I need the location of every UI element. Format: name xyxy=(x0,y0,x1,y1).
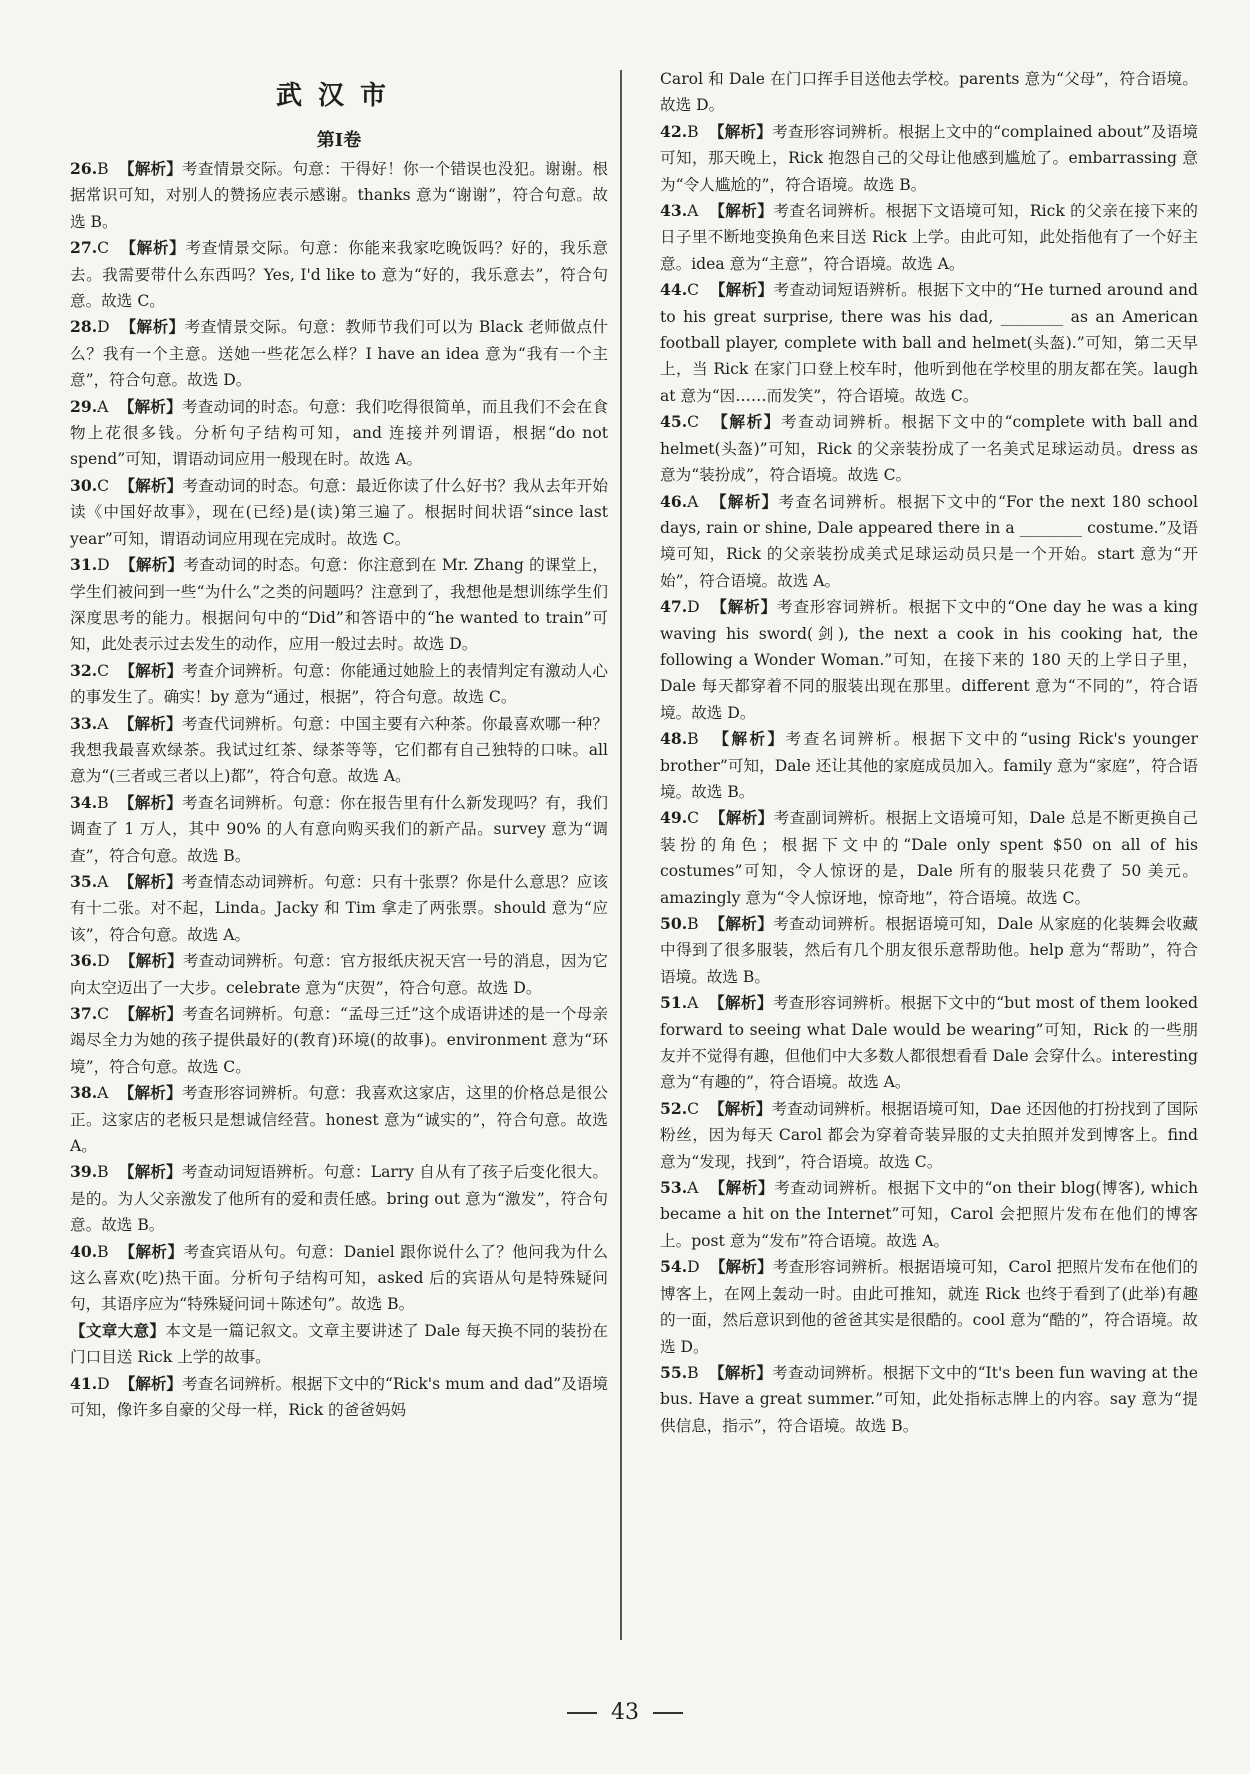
analysis-tag: 【解析】 xyxy=(118,1083,182,1103)
answer-entry xyxy=(70,156,608,235)
answer-letter: B xyxy=(687,122,699,141)
analysis-text: 考查动词辨析。根据下文中的“on their blog(博客), which became a hit on the Internet”可知，Carol 会把照片发布在他们的博客上。post 意为“发布”符合语境。故选 A。 xyxy=(660,1179,1198,1250)
answer-letter: D xyxy=(97,952,110,971)
analysis-text: 考查形容词辨析。根据下文中的“but most of them looked forward to seeing what Dale would be wearing”可知，Rick 的一些朋友并不觉得有趣，但他们中大多数人都很想看看 Dale 会穿什么。interesting 意为“有趣的”，符合语境。故选 A。 xyxy=(660,994,1198,1092)
question-number: 51. xyxy=(660,993,688,1013)
question-number: 52. xyxy=(660,1098,688,1118)
question-number: 37. xyxy=(70,1004,98,1023)
question-number: 38. xyxy=(70,1083,98,1103)
answer-letter: A xyxy=(687,492,699,511)
question-number: 43. xyxy=(660,201,688,221)
answer-entry xyxy=(660,805,1198,911)
analysis-text: 考查动词的时态。句意：我们吃得很简单，而且我们不会在食物上花很多钱。分析句子结构可知，and 连接并列谓语，根据“do not spend”可知，谓语动词应用一般现在时。故选 A。 xyxy=(70,397,608,469)
question-number: 30. xyxy=(70,475,98,495)
question-number: 31. xyxy=(70,555,98,575)
left-entry-list xyxy=(70,156,608,1318)
question-number: 35. xyxy=(70,871,98,891)
question-number: 45. xyxy=(660,412,688,432)
answer-letter: B xyxy=(687,730,699,749)
question-number: 50. xyxy=(660,914,688,933)
analysis-tag: 【解析】 xyxy=(709,1178,775,1198)
question-number: 53. xyxy=(660,1178,688,1198)
answer-letter: A xyxy=(97,397,109,416)
answer-letter: C xyxy=(687,413,700,432)
page-number-dash xyxy=(653,1712,683,1714)
analysis-text: 考查情景交际。句意：教师节我们可以为 Black 老师做点什么？我有一个主意。送她一些花怎么样？I have an idea 意为“我有一个主意”，符合句意。故选 D。 xyxy=(70,318,608,390)
answer-entry xyxy=(660,990,1198,1096)
analysis-tag: 【解析】 xyxy=(708,121,773,141)
analysis-text: 考查动词的时态。句意：你注意到在 Mr. Zhang 的课堂上，学生们被问到一些“为什么”之类的问题吗？注意到了，我想他是想训练学生们深度思考的能力。根据问句中的“Did”和答语中的“he wanted to train”可知，此处表示过去发生的动作，应用一般过去时。故选 D。 xyxy=(70,556,608,654)
analysis-text: 考查动词辨析。根据语境可知，Dae 还因他的打扮找到了国际粉丝，因为每天 Carol 都会为穿着奇装异服的丈夫拍照并发到博客上。find 意为“发现，找到”，符合语境。故选 C。 xyxy=(660,1099,1198,1171)
analysis-text: 考查介词辨析。句意：你能通过她脸上的表情判定有激动人心的事发生了。确实！by 意为“通过，根据”，符合句意。故选 C。 xyxy=(70,661,608,707)
answer-letter: C xyxy=(687,809,700,828)
right-entry-list xyxy=(660,119,1198,1439)
analysis-tag: 【解析】 xyxy=(120,555,184,575)
answer-entry xyxy=(70,790,608,869)
right-column xyxy=(660,66,1198,1439)
question-number: 44. xyxy=(660,280,688,300)
question-number: 39. xyxy=(70,1162,98,1182)
answer-entry xyxy=(70,658,608,711)
answer-entry xyxy=(70,711,608,790)
column-divider xyxy=(620,70,622,1640)
analysis-tag: 【解析】 xyxy=(118,713,182,733)
city-heading: 武汉市 xyxy=(275,81,402,111)
analysis-tag: 【解析】 xyxy=(710,491,779,511)
analysis-text: 考查动词的时态。句意：最近你读了什么好书？我从去年开始读《中国好故事》，现在(已经)是(读)第三遍了。根据时间状语“since last year”可知，谓语动词应用现在完成时。故选 C。 xyxy=(70,476,608,548)
analysis-tag: 【解析】 xyxy=(709,993,773,1013)
analysis-tag: 【解析】 xyxy=(119,1373,183,1393)
analysis-tag: 【解析】 xyxy=(118,1162,182,1182)
answer-letter: B xyxy=(97,160,109,178)
page-number-text: 43 xyxy=(611,1700,639,1725)
answer-letter: C xyxy=(97,1005,110,1023)
answer-letter: B xyxy=(687,1363,699,1382)
analysis-tag: 【解析】 xyxy=(118,871,182,891)
answer-letter: D xyxy=(97,1374,110,1393)
answer-entry xyxy=(660,1096,1198,1175)
answer-entry xyxy=(660,119,1198,198)
analysis-text: 考查名词辨析。根据下文语境可知，Rick 的父亲在接下来的日子里不断地变换角色来目送 Rick 上学。由此可知，此处指他有了一个好主意。idea 意为“主意”，符合语境。故选 A。 xyxy=(660,202,1198,273)
analysis-tag: 【解析】 xyxy=(119,1241,184,1261)
answer-letter: C xyxy=(97,239,110,258)
analysis-tag: 【解析】 xyxy=(709,280,774,300)
answer-letter: A xyxy=(97,872,109,891)
answer-letter: B xyxy=(687,915,699,933)
analysis-tag: 【解析】 xyxy=(120,238,186,258)
answer-entry xyxy=(70,948,608,1001)
answer-entry xyxy=(660,409,1198,488)
question-number: 32. xyxy=(70,660,98,680)
question-number: 41. xyxy=(70,1373,98,1393)
analysis-text: 考查动词辨析。根据下文中的“complete with ball and helmet(头盔)”可知，Rick 的父亲装扮成了一名美式足球运动员。dress as 意为“装扮成”，符合语境。故选 C。 xyxy=(660,413,1198,485)
summary-entry xyxy=(70,1318,608,1371)
answer-entry xyxy=(70,314,608,393)
answer-entry xyxy=(70,869,608,948)
question-number: 34. xyxy=(70,792,98,812)
answer-letter: D xyxy=(97,556,110,575)
question-number: 48. xyxy=(660,729,688,749)
answer-entry xyxy=(70,1239,608,1318)
question-number: 49. xyxy=(660,808,688,828)
answer-entry xyxy=(660,1175,1198,1254)
question-number: 55. xyxy=(660,1362,688,1382)
answer-entry xyxy=(660,489,1198,595)
analysis-text: 考查形容词辨析。根据上文中的“complained about”及语境可知，那天晚上，Rick 抱怨自己的父母让他感到尴尬了。embarrassing 意为“令人尴尬的”，符合语境。故选 B。 xyxy=(660,122,1198,194)
analysis-text: 考查动词辨析。根据下文中的“It's been fun waving at the bus. Have a great summer.”可知，此处指标志牌上的内容。say 意为“提供信息，指示”，符合语境。故选 B。 xyxy=(660,1363,1198,1435)
answer-entry xyxy=(70,1001,608,1080)
question-number: 33. xyxy=(70,713,98,733)
answer-entry xyxy=(660,1254,1198,1360)
question-number: 54. xyxy=(660,1257,688,1277)
analysis-tag: 【解析】 xyxy=(118,159,183,178)
answer-entry xyxy=(660,726,1198,805)
summary-text: 本文是一篇记叙文。文章主要讲述了 Dale 每天换不同的装扮在门口目送 Rick 上学的故事。 xyxy=(70,1321,608,1367)
analysis-text: 考查代词辨析。句意：中国主要有六种茶。你最喜欢哪一种？我想我最喜欢绿茶。我试过红茶、绿茶等等，它们都有自己独特的口味。all 意为“(三者或三者以上)都”，符合句意。故选 A。 xyxy=(70,714,608,786)
answer-entry xyxy=(70,1159,608,1238)
answer-entry xyxy=(70,552,608,658)
analysis-text: 考查名词辨析。句意：你在报告里有什么新发现吗？有，我们调查了 1 万人，其中 90% 的人有意向购买我们的新产品。survey 意为“调查”，符合句意。故选 B。 xyxy=(70,793,608,865)
volume-heading: 第Ⅰ卷 xyxy=(316,130,362,151)
analysis-text: 考查动词辨析。根据语境可知，Dale 从家庭的化装舞会收藏中得到了很多服装，然后有几个朋友很乐意帮助他。help 意为“帮助”，符合语境。故选 B。 xyxy=(660,915,1198,986)
analysis-text: 考查形容词辨析。句意：我喜欢这家店，这里的价格总是很公正。这家店的老板只是想诚信经营。honest 意为“诚实的”，符合句意。故选 A。 xyxy=(70,1084,608,1156)
answer-entry xyxy=(660,594,1198,726)
question-number: 42. xyxy=(660,121,688,141)
answer-letter: C xyxy=(687,1099,700,1118)
answer-entry xyxy=(70,235,608,314)
analysis-text: 考查情景交际。句意：干得好！你一个错误也没犯。谢谢。根据常识可知，对别人的赞扬应表示感谢。thanks 意为“谢谢”，符合句意。故选 B。 xyxy=(70,160,608,231)
analysis-tag: 【解析】 xyxy=(709,808,774,828)
answer-entry xyxy=(660,1360,1198,1439)
analysis-tag: 【解析】 xyxy=(711,597,778,617)
analysis-tag: 【解析】 xyxy=(709,1098,772,1118)
answer-letter: B xyxy=(97,1163,109,1182)
analysis-text: 考查情景交际。句意：你能来我家吃晚饭吗？好的，我乐意去。我需要带什么东西吗？Yes, I'd like to 意为“好的，我乐意去”，符合句意。故选 C。 xyxy=(70,239,608,311)
page-number-dash xyxy=(567,1712,597,1714)
answer-entry xyxy=(660,911,1198,990)
analysis-tag: 【解析】 xyxy=(709,914,774,933)
analysis-tag: 【解析】 xyxy=(120,317,185,337)
analysis-tag: 【解析】 xyxy=(119,475,183,495)
question-number: 46. xyxy=(660,491,688,511)
answer-entry xyxy=(70,1371,608,1424)
analysis-tag: 【解析】 xyxy=(119,660,183,680)
answer-letter: D xyxy=(687,1258,700,1277)
analysis-tag: 【解析】 xyxy=(712,412,781,432)
answer-entry xyxy=(70,394,608,473)
analysis-text: 考查情态动词辨析。句意：只有十张票？你是什么意思？应该有十二张。对不起，Linda。Jacky 和 Tim 拿走了两张票。should 意为“应该”，符合句意。故选 A。 xyxy=(70,872,608,944)
analysis-text: 考查动词短语辨析。根据下文中的“He turned around and to his great surprise, there was his dad, ________ as an American football player, complete with ball and helmet(头盔).”可知，第二天早上，当 Rick 在家门口登上校车时，他听到他在学校里的朋友都在笑。laugh at 意为“因……而发笑”，符合语境。故选 C。 xyxy=(660,281,1198,405)
analysis-text: 考查名词辨析。句意：“孟母三迁”这个成语讲述的是一个母亲竭尽全力为她的孩子提供最好的(教育)环境(的故事)。environment 意为“环境”，符合句意。故选 C。 xyxy=(70,1005,608,1076)
answer-letter: D xyxy=(97,318,110,337)
analysis-tag: 【解析】 xyxy=(709,201,774,221)
answer-letter: C xyxy=(97,476,110,495)
analysis-text: 考查动词短语辨析。句意：Larry 自从有了孩子后变化很大。是的。为人父亲激发了他所有的爱和责任感。bring out 意为“激发”，符合句意。故选 B。 xyxy=(70,1163,608,1235)
question-number: 26. xyxy=(70,159,98,178)
answer-letter: A xyxy=(97,714,109,733)
answer-letter: C xyxy=(97,661,110,680)
question-number: 40. xyxy=(70,1241,98,1261)
question-number: 47. xyxy=(660,597,688,617)
answer-letter: A xyxy=(687,202,699,221)
continuation-text: Carol 和 Dale 在门口挥手目送他去学校。parents 意为“父母”，符合语境。故选 D。 xyxy=(660,70,1198,115)
analysis-text: 考查宾语从句。句意：Daniel 跟你说什么了？他问我为什么这么喜欢(吃)热干面。分析句子结构可知，asked 后的宾语从句是特殊疑问句，其语序应为“特殊疑问词＋陈述句”。故选 B。 xyxy=(70,1242,608,1314)
question-number: 27. xyxy=(70,238,98,258)
answer-letter: A xyxy=(687,1179,699,1198)
analysis-text: 考查形容词辨析。根据下文中的“One day he was a king waving his sword(剑), the next a cook in his cooking hat, the following a Wonder Woman.”可知，在接下来的 180 天的上学日子里，Dale 每天都穿着不同的服装出现在那里。different 意为“不同的”，符合语境。故选 D。 xyxy=(660,598,1198,722)
answer-letter: D xyxy=(687,598,700,617)
answer-letter: A xyxy=(97,1084,109,1103)
analysis-tag: 【解析】 xyxy=(709,1257,773,1277)
analysis-tag: 【解析】 xyxy=(119,1004,183,1023)
analysis-tag: 【解析】 xyxy=(118,396,182,416)
analysis-text: 考查动词辨析。句意：官方报纸庆祝天宫一号的消息，因为它向太空迈出了一大步。celebrate 意为“庆贺”，符合句意。故选 D。 xyxy=(70,952,608,997)
analysis-text: 考查名词辨析。根据下文中的“using Rick's younger brother”可知，Dale 还让其他的家庭成员加入。family 意为“家庭”，符合语境。故选 B。 xyxy=(660,730,1198,801)
question-number: 29. xyxy=(70,396,98,416)
question-number: 36. xyxy=(70,951,98,971)
analysis-tag: 【解析】 xyxy=(713,729,786,749)
answer-entry xyxy=(70,1080,608,1159)
analysis-text: 考查形容词辨析。根据语境可知，Carol 把照片发布在他们的博客上，在网上轰动一时。由此可推知，就连 Rick 也终于看到了(此举)有趣的一面，然后意识到他的爸爸其实是很酷的。cool 意为“酷的”，符合语境。故选 D。 xyxy=(660,1258,1198,1356)
analysis-tag: 【解析】 xyxy=(119,951,183,971)
summary-label: 【文章大意】 xyxy=(70,1320,166,1340)
question-number: 28. xyxy=(70,317,98,337)
left-column xyxy=(70,66,608,1424)
page-number xyxy=(0,1700,1250,1725)
answer-letter: B xyxy=(97,793,109,812)
answer-entry xyxy=(70,473,608,552)
analysis-text: 考查名词辨析。根据下文中的“Rick's mum and dad”及语境可知，像许多自豪的父母一样，Rick 的爸爸妈妈 xyxy=(70,1374,608,1420)
answer-letter: B xyxy=(97,1242,109,1261)
analysis-tag: 【解析】 xyxy=(708,1362,773,1382)
answer-entry xyxy=(660,198,1198,277)
answer-letter: C xyxy=(687,281,700,300)
answer-entry xyxy=(660,277,1198,409)
answer-letter: A xyxy=(687,994,699,1013)
analysis-text: 考查名词辨析。根据下文中的“For the next 180 school days, rain or shine, Dale appeared there in a ________ costume.”及语境可知，Rick 的父亲装扮成美式足球运动员只是一个开始。start 意为“开始”，符合语境。故选 A。 xyxy=(660,492,1198,590)
analysis-text: 考查副词辨析。根据上文语境可知，Dale 总是不断更换自己装扮的角色；根据下文中的“Dale only spent $50 on all of his costumes”可知，令人惊讶的是，Dale 所有的服装只花费了 50 美元。amazingly 意为“令人惊讶地，惊奇地”，符合语境。故选 C。 xyxy=(660,809,1198,907)
analysis-tag: 【解析】 xyxy=(118,792,183,812)
